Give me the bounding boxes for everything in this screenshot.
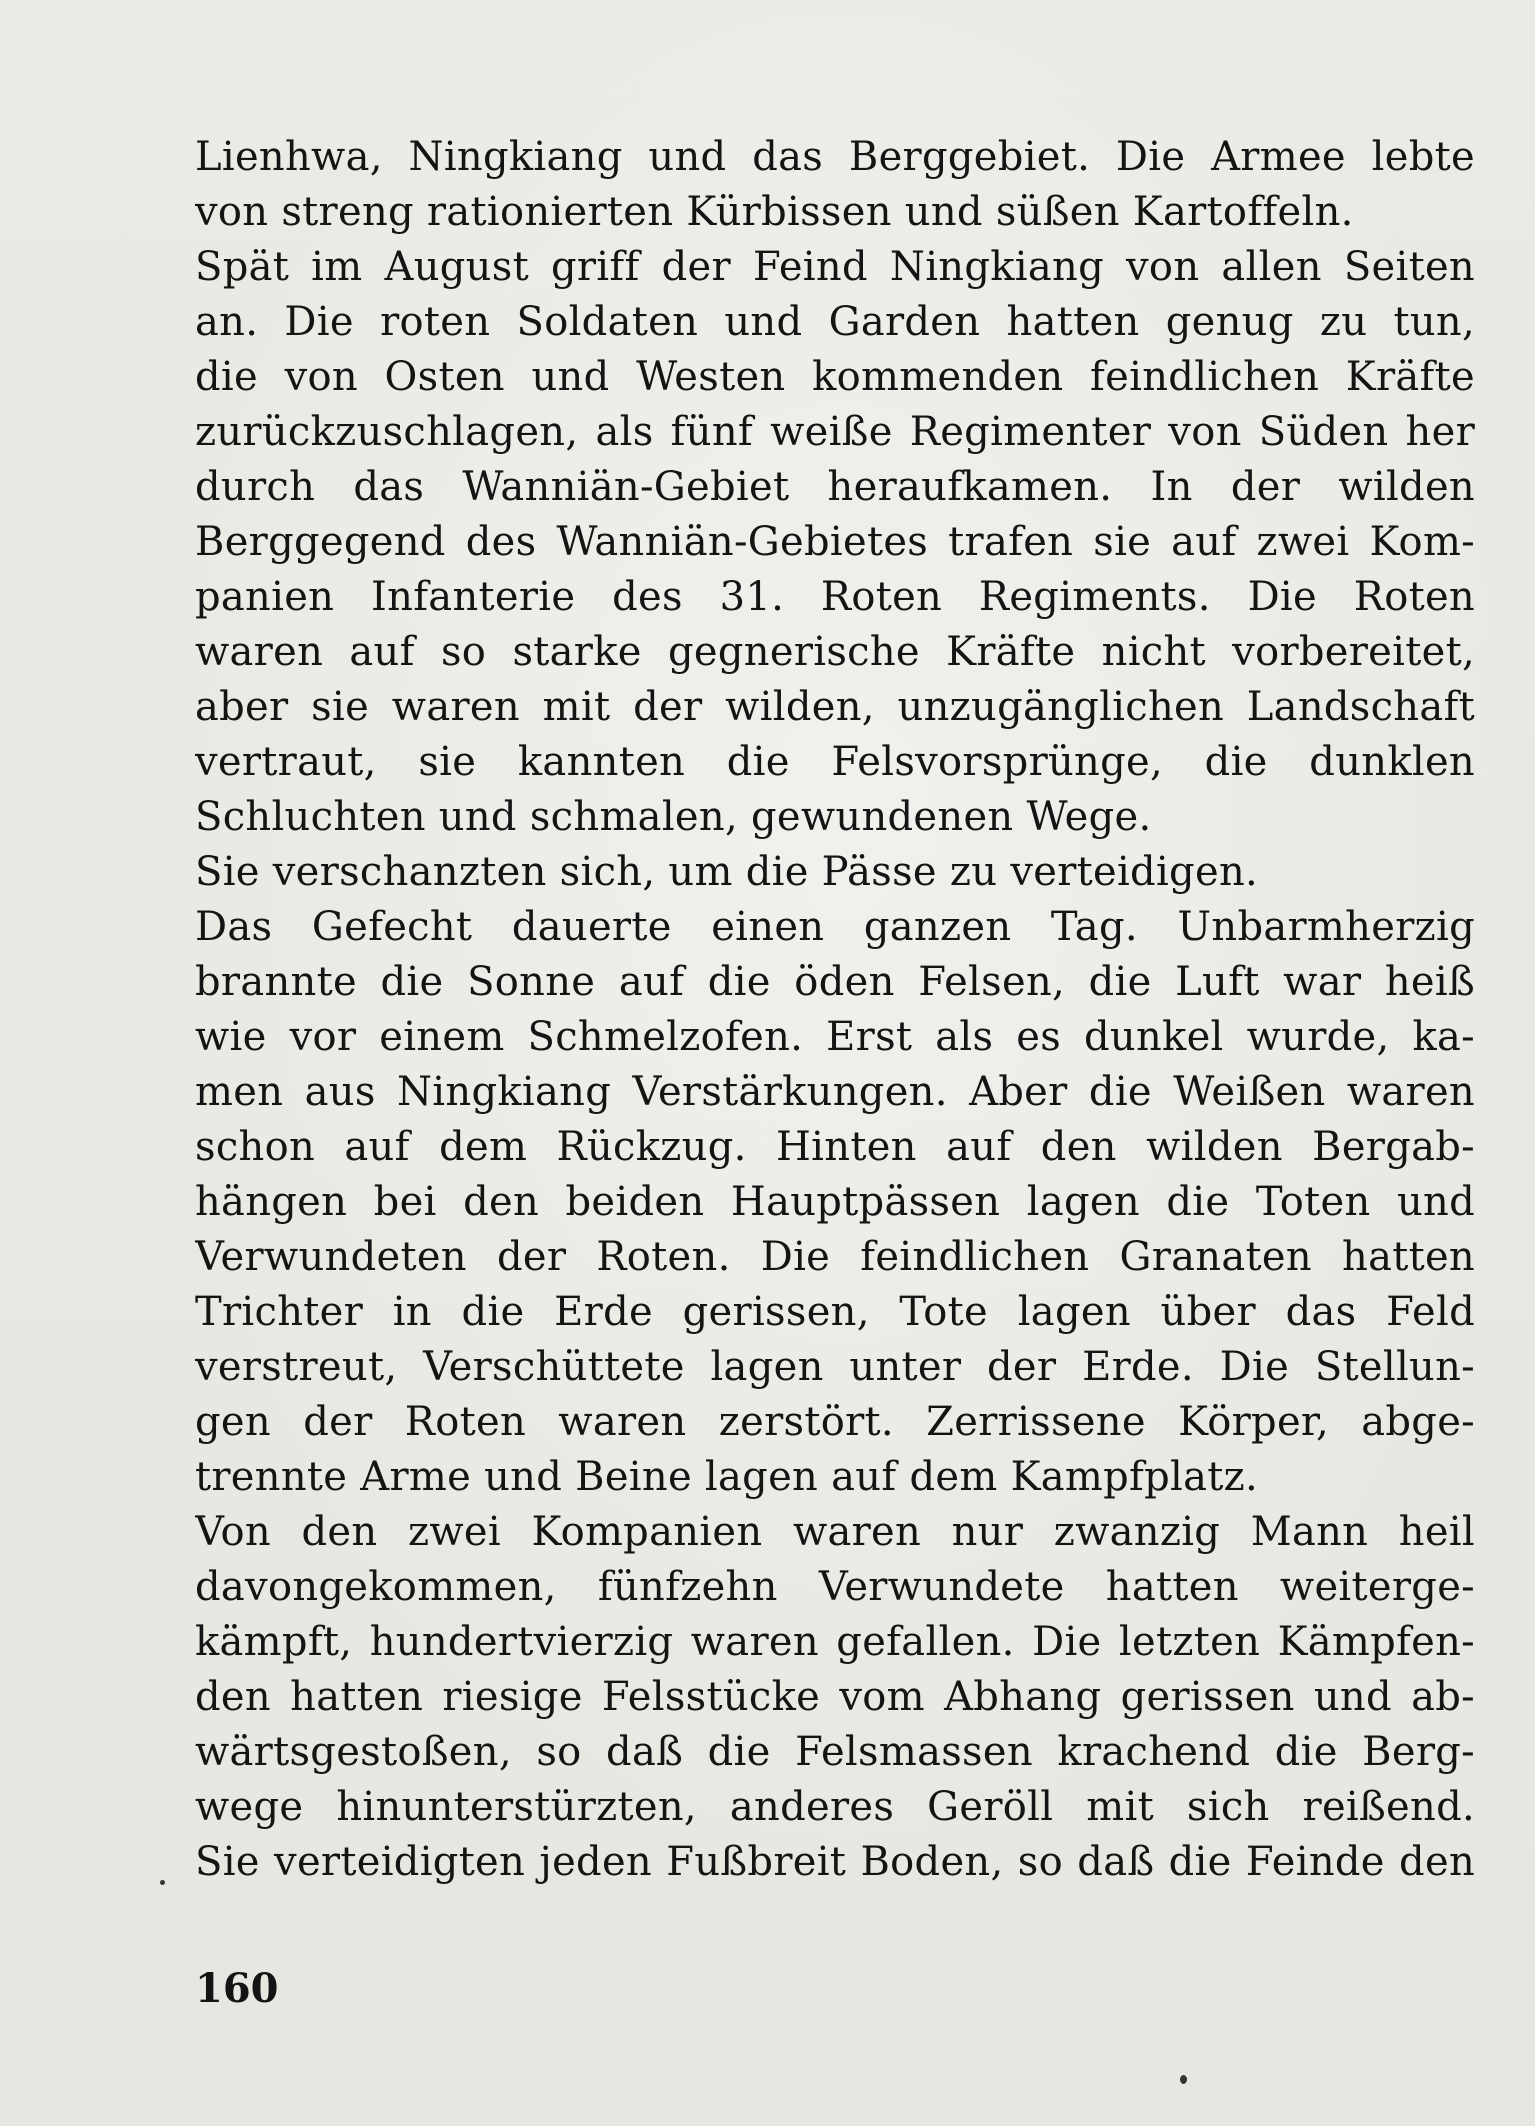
text-line: gen der Roten waren zerstört. Zerrissene Körper, abge- bbox=[195, 1399, 1475, 1445]
text-line: vertraut, sie kannten die Felsvorsprünge, die dunklen bbox=[195, 739, 1475, 785]
text-line: Trichter in die Erde gerissen, Tote lagen über das Feld bbox=[195, 1289, 1475, 1335]
ink-speck bbox=[1180, 2075, 1187, 2084]
body-text bbox=[195, 130, 1475, 1890]
text-line: verstreut, Verschüttete lagen unter der Erde. Die Stellun- bbox=[195, 1344, 1475, 1390]
text-line: die von Osten und Westen kommenden feindlichen Kräfte bbox=[195, 354, 1475, 400]
text-line: trennte Arme und Beine lagen auf dem Kampfplatz. bbox=[195, 1454, 1259, 1500]
text-line: wärtsgestoßen, so daß die Felsmassen krachend die Berg- bbox=[195, 1729, 1475, 1775]
text-line: Berggegend des Wanniän-Gebietes trafen sie auf zwei Kom- bbox=[195, 519, 1475, 565]
text-line: Verwundeten der Roten. Die feindlichen Granaten hatten bbox=[195, 1234, 1475, 1280]
text-line: men aus Ningkiang Verstärkungen. Aber die Weißen waren bbox=[195, 1069, 1475, 1115]
ink-speck bbox=[160, 1880, 165, 1885]
text-line: durch das Wanniän-Gebiet heraufkamen. In der wilden bbox=[195, 464, 1475, 510]
text-line: brannte die Sonne auf die öden Felsen, die Luft war heiß bbox=[195, 959, 1475, 1005]
page-number: 160 bbox=[195, 1965, 279, 2012]
text-line: Lienhwa, Ningkiang und das Berggebiet. Die Armee lebte bbox=[195, 134, 1475, 180]
text-line: schon auf dem Rückzug. Hinten auf den wilden Bergab- bbox=[195, 1124, 1475, 1170]
text-line: kämpft, hundertvierzig waren gefallen. Die letzten Kämpfen- bbox=[195, 1619, 1475, 1665]
text-line: waren auf so starke gegnerische Kräfte nicht vorbereitet, bbox=[195, 629, 1475, 675]
text-line: an. Die roten Soldaten und Garden hatten genug zu tun, bbox=[195, 299, 1475, 345]
text-line: hängen bei den beiden Hauptpässen lagen die Toten und bbox=[195, 1179, 1475, 1225]
text-line: zurückzuschlagen, als fünf weiße Regimenter von Süden her bbox=[195, 409, 1475, 455]
text-line: wie vor einem Schmelzofen. Erst als es dunkel wurde, ka- bbox=[195, 1014, 1475, 1060]
text-line: davongekommen, fünfzehn Verwundete hatten weiterge- bbox=[195, 1564, 1475, 1610]
text-line: panien Infanterie des 31. Roten Regiments. Die Roten bbox=[195, 574, 1475, 620]
text-line: den hatten riesige Felsstücke vom Abhang gerissen und ab- bbox=[195, 1674, 1475, 1720]
text-line: Das Gefecht dauerte einen ganzen Tag. Unbarmherzig bbox=[195, 904, 1475, 950]
text-line: Sie verteidigten jeden Fußbreit Boden, so daß die Feinde den bbox=[195, 1839, 1475, 1885]
text-line: Schluchten und schmalen, gewundenen Wege. bbox=[195, 794, 1152, 840]
text-line: aber sie waren mit der wilden, unzugänglichen Landschaft bbox=[195, 684, 1475, 730]
text-line: von streng rationierten Kürbissen und süßen Kartoffeln. bbox=[195, 189, 1354, 235]
text-line: Von den zwei Kompanien waren nur zwanzig Mann heil bbox=[195, 1509, 1475, 1555]
text-line: wege hinunterstürzten, anderes Geröll mit sich reißend. bbox=[195, 1784, 1475, 1830]
text-line: Sie verschanzten sich, um die Pässe zu verteidigen. bbox=[195, 849, 1259, 895]
text-line: Spät im August griff der Feind Ningkiang von allen Seiten bbox=[195, 244, 1475, 290]
